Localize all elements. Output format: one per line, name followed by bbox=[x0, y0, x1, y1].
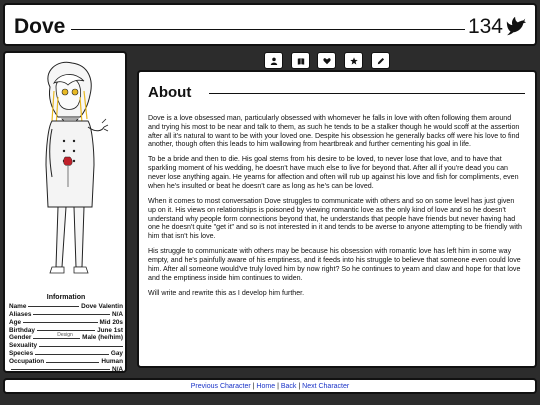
info-row-species: Species Gay bbox=[9, 350, 123, 358]
book-icon bbox=[297, 57, 305, 65]
design-caption: Design bbox=[57, 332, 73, 338]
footer-separator: | bbox=[277, 383, 279, 390]
about-paragraph: When it comes to most conversation Dove struggles to communicate with others and so on some level has just given up on it. His views on relationships is poisoned by viewing romantic love as the only kind of love and so he doesn't understand why people form connections beyond that, he understands that people have friends but never having had one he doesn't quite "get it" and so is not interested in it and tends to be averse to anyone attempting to be friendly with him that isn't his love. bbox=[148, 196, 522, 241]
about-paragraph: Will write and rewrite this as I develop him further. bbox=[148, 288, 305, 297]
character-portrait bbox=[8, 57, 122, 289]
info-row-occupation: Occupation Human bbox=[9, 358, 123, 366]
about-panel bbox=[137, 70, 537, 368]
about-paragraph: His struggle to communicate with others may be because his obsession with romantic love has left him in some way empty, and he's painfully aware of his emptiness, and it feeds into his struggle to believe that someone even could love him. After all someone would've truly loved him by now right? So he continues to yearn and claw and hope for that love and the emptiness inside him continues to widen. bbox=[148, 247, 521, 282]
information-box bbox=[9, 294, 123, 374]
information-heading: Information bbox=[46, 294, 86, 301]
about-body bbox=[148, 114, 523, 304]
tab-edit[interactable] bbox=[371, 52, 390, 69]
user-icon bbox=[270, 57, 278, 65]
info-row-age: Age Mid 20s bbox=[9, 318, 123, 326]
tab-profile[interactable] bbox=[264, 52, 283, 69]
previous-character-link[interactable]: Previous Character bbox=[190, 383, 251, 390]
info-row-name: Name Dove Valentin bbox=[9, 302, 123, 310]
header-divider bbox=[71, 29, 465, 30]
tab-heart[interactable] bbox=[317, 52, 336, 69]
about-divider bbox=[209, 93, 525, 94]
info-row-extra: N/A bbox=[9, 366, 123, 374]
star-icon bbox=[350, 57, 358, 65]
character-name: Dove bbox=[14, 15, 66, 38]
footer-separator: | bbox=[252, 383, 255, 390]
about-paragraph: Dove is a love obsessed man, particularly obsessed with whomever he falls in love with often following them around and trying his most to be near and talk to them, as such he tends to be a stalker though he would scoff at the assertion after all it's natural to want to be with your loved one. Despite his obsession he generally backs off were his love to find another, though often this leads to him wallowing from heartbreak and further cementing his goal in life. bbox=[148, 114, 520, 149]
home-link[interactable]: Home bbox=[256, 383, 276, 390]
tab-book[interactable] bbox=[291, 52, 310, 69]
about-heading: About bbox=[148, 84, 192, 101]
next-character-link[interactable]: Next Character bbox=[302, 383, 350, 390]
pencil-icon bbox=[377, 57, 385, 65]
bird-icon bbox=[505, 15, 527, 37]
info-row-sexuality: Sexuality bbox=[9, 342, 123, 350]
about-paragraph: To be a bride and then to die. His goal stems from his desire to be loved, to never lose that love, and to have that sparkling moment of his wedding, he doesn't have much else to live for beyond that. After all if you're dead you can never lose anything again. He yearns for affection and often will rub up against his love and fish for compliments, even when he's insulted or beat he doesn't care as long as he's can be loved. bbox=[148, 155, 519, 190]
info-row-birthday: Birthday June 1st bbox=[9, 326, 123, 334]
heart-icon bbox=[323, 57, 331, 65]
info-row-gender: Gender Male (he/him) bbox=[9, 334, 123, 342]
footer-separator: | bbox=[298, 383, 301, 390]
profile-sidebar bbox=[3, 51, 127, 373]
info-row-aliases: Aliases N/A bbox=[9, 310, 123, 318]
header-bar bbox=[3, 3, 537, 46]
post-count: 134 bbox=[467, 15, 503, 38]
back-link[interactable]: Back bbox=[280, 383, 297, 390]
tab-star[interactable] bbox=[344, 52, 363, 69]
footer-nav bbox=[3, 378, 537, 394]
